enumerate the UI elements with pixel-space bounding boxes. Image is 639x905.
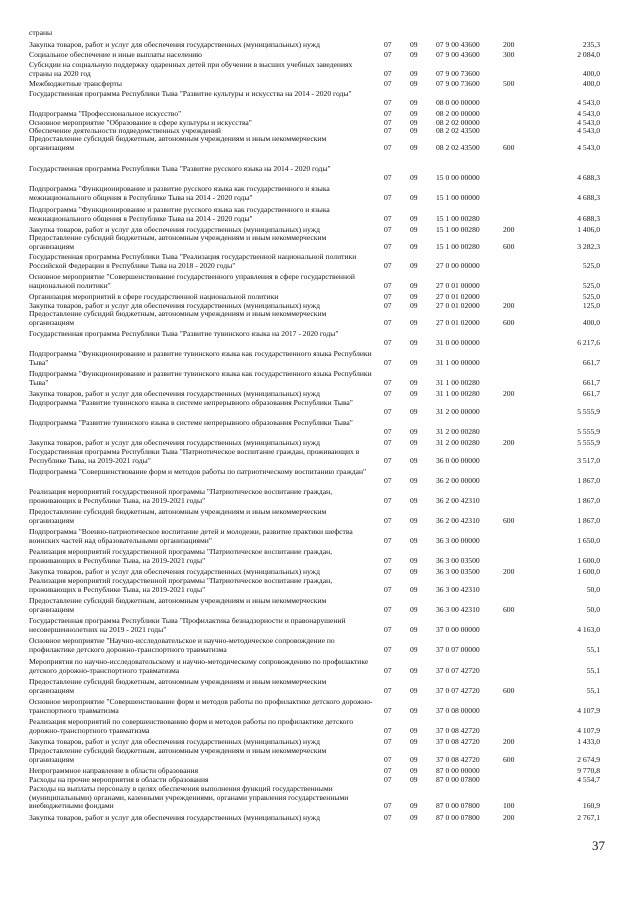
row-name: Подпрограмма "Профессиональное искусство"	[29, 109, 182, 118]
target-article: 37 0 08 42720	[436, 725, 480, 735]
table-row	[0, 468, 639, 485]
row-name: Подпрограмма "Функционирование и развитие русского языка как государственного и языка межнационального общения в Республике Тыва на 2014 - 2020 годы"	[29, 184, 330, 202]
section-code: 07	[384, 79, 392, 88]
target-article: 36 2 00 42310	[436, 495, 480, 505]
table-row	[0, 658, 639, 675]
target-article: 36 3 00 03500	[436, 567, 480, 576]
target-article: 08 2 02 00000	[436, 118, 480, 127]
expense-type: 600	[503, 515, 515, 525]
row-name: Предоставление субсидий бюджетным, автономным учреждениям и иным некоммерческим организациям	[29, 134, 327, 152]
table-row	[0, 419, 639, 436]
subsection-code: 09	[410, 406, 418, 416]
row-name: Непрограммное направление в области образования	[29, 766, 199, 775]
subsection-code: 09	[410, 79, 418, 88]
table-row	[0, 135, 639, 152]
amount: 55,1	[586, 644, 600, 654]
expense-type: 200	[503, 737, 515, 746]
expense-type: 200	[503, 813, 515, 822]
subsection-code: 09	[410, 495, 418, 505]
expense-type: 600	[503, 604, 515, 614]
subsection-code: 09	[410, 766, 418, 775]
target-article: 27 0 01 02000	[436, 292, 480, 301]
target-article: 15 1 00 00280	[436, 225, 480, 234]
target-article: 15 1 00 00000	[436, 192, 480, 202]
target-article: 08 2 02 43500	[436, 126, 480, 135]
target-article: 31 2 00 00280	[436, 426, 480, 436]
section-code: 07	[384, 775, 392, 784]
target-article: 37 0 07 42720	[436, 685, 480, 695]
target-article: 36 3 00 00000	[436, 535, 480, 545]
section-code: 07	[384, 475, 392, 485]
subsection-code: 09	[410, 555, 418, 565]
row-name: Основное мероприятие "Совершенствование государственного управления в сфере государственной национальной политики"	[29, 272, 355, 290]
table-row	[0, 370, 639, 387]
target-article: 37 0 08 42720	[436, 754, 480, 764]
section-code: 07	[384, 766, 392, 775]
subsection-code: 09	[410, 50, 418, 59]
amount: 661,7	[582, 389, 600, 398]
section-code: 07	[384, 172, 392, 182]
target-article: 87 0 00 07800	[436, 813, 480, 822]
target-article: 36 2 00 00000	[436, 475, 480, 485]
amount: 4 543,0	[577, 109, 600, 118]
subsection-code: 09	[410, 567, 418, 576]
row-name: Государственная программа Республики Тыва "Развитие культуры и искусства на 2014 - 2020 годы"	[29, 89, 352, 98]
subsection-code: 09	[410, 337, 418, 347]
subsection-code: 09	[410, 665, 418, 675]
amount: 525,0	[582, 292, 600, 301]
row-name: Основное мероприятие "Совершенствование форм и методов работы по профилактике детского дорожно-транспортного травматизма	[29, 697, 373, 715]
subsection-code: 09	[410, 624, 418, 634]
table-row	[0, 330, 639, 347]
section-code: 07	[384, 438, 392, 447]
subsection-code: 09	[410, 192, 418, 202]
row-name: Государственная программа Республики Тыва "Развитие тувинского языка на 2017 - 2020 годы"	[29, 329, 339, 338]
amount: 4 163,0	[577, 624, 600, 634]
target-article: 15 1 00 00280	[436, 213, 480, 223]
table-row	[0, 528, 639, 545]
amount: 5 555,9	[577, 438, 600, 447]
row-name: Организация мероприятий в сфере государственной национальной политики	[29, 292, 279, 301]
row-name: Закупка товаров, работ и услуг для обеспечения государственных (муниципальных) нужд	[29, 567, 320, 576]
table-row	[0, 747, 639, 764]
amount: 525,0	[582, 280, 600, 290]
row-name: Основное мероприятие "Образование в сфере культуры и искусства"	[29, 118, 252, 127]
table-row	[0, 90, 639, 107]
target-article: 87 0 00 00000	[436, 766, 480, 775]
subsection-code: 09	[410, 213, 418, 223]
row-name: Закупка товаров, работ и услуг для обеспечения государственных (муниципальных) нужд	[29, 225, 320, 234]
row-name: Расходы на выплаты персоналу в целях обеспечения выполнения функций государственными (муниципальными) органами, казенными учреждениями, органами управления государственными внебюджетными фондами	[29, 784, 349, 811]
expense-type: 200	[503, 567, 515, 576]
section-code: 07	[384, 515, 392, 525]
target-article: 36 3 00 42310	[436, 604, 480, 614]
target-article: 08 2 00 00000	[436, 109, 480, 118]
expense-type: 600	[503, 317, 515, 327]
target-article: 15 0 00 00000	[436, 172, 480, 182]
expense-type: 200	[503, 438, 515, 447]
table-row	[0, 253, 639, 270]
row-name: Субсидии на социальную поддержку одаренных детей при обучении в высших учебных заведениях страны на 2020 год	[29, 60, 353, 78]
row-name: Подпрограмма "Военно-патриотическое воспитание детей и молодежи, развитие практики шефства воинских частей над образовательными организациями"	[29, 527, 353, 545]
section-code: 07	[384, 97, 392, 107]
table-row	[0, 548, 639, 565]
table-row	[0, 350, 639, 367]
section-code: 07	[384, 555, 392, 565]
subsection-code: 09	[410, 357, 418, 367]
amount: 2 767,1	[577, 813, 600, 822]
row-name: Предоставление субсидий бюджетным, автономным учреждениям и иным некоммерческим организациям	[29, 507, 327, 525]
subsection-code: 09	[410, 737, 418, 746]
table-row	[0, 448, 639, 465]
section-code: 07	[384, 644, 392, 654]
row-name: Предоставление субсидий бюджетным, автономным учреждениям и иным некоммерческим организациям	[29, 233, 327, 251]
row-name: Реализация мероприятий по совершенствованию форм и методов работы по профилактике детского дорожно-транспортного травматизма	[29, 717, 354, 735]
row-name: Социальное обеспечение и иные выплаты населению	[29, 50, 202, 59]
section-code: 07	[384, 567, 392, 576]
subsection-code: 09	[410, 725, 418, 735]
section-code: 07	[384, 406, 392, 416]
target-article: 08 0 00 00000	[436, 97, 480, 107]
table-row	[0, 785, 639, 811]
section-code: 07	[384, 685, 392, 695]
section-code: 07	[384, 535, 392, 545]
target-article: 08 2 02 43500	[436, 142, 480, 152]
subsection-code: 09	[410, 301, 418, 310]
subsection-code: 09	[410, 535, 418, 545]
row-name: Закупка товаров, работ и услуг для обеспечения государственных (муниципальных) нужд	[29, 40, 320, 49]
target-article: 87 0 00 07800	[436, 801, 480, 811]
section-code: 07	[384, 725, 392, 735]
row-name: Предоставление субсидий бюджетным, автономным учреждениям и иным некоммерческим организациям	[29, 596, 327, 614]
subsection-code: 09	[410, 775, 418, 784]
amount: 1 600,0	[577, 555, 600, 565]
amount: 4 688,3	[577, 213, 600, 223]
amount: 55,1	[586, 665, 600, 675]
section-code: 07	[384, 68, 392, 78]
section-code: 07	[384, 213, 392, 223]
row-name: Обеспечение деятельности подведомственных учреждений	[29, 126, 221, 135]
amount: 9 770,8	[577, 766, 600, 775]
subsection-code: 09	[410, 225, 418, 234]
table-row	[0, 678, 639, 695]
subsection-code: 09	[410, 317, 418, 327]
section-code: 07	[384, 624, 392, 634]
target-article: 07 9 00 73600	[436, 79, 480, 88]
amount: 4 688,3	[577, 192, 600, 202]
row-name: страны	[29, 28, 53, 37]
subsection-code: 09	[410, 126, 418, 135]
target-article: 27 0 01 02000	[436, 301, 480, 310]
expense-type: 500	[503, 79, 515, 88]
amount: 50,0	[586, 584, 600, 594]
section-code: 07	[384, 754, 392, 764]
row-name: Закупка товаров, работ и услуг для обеспечения государственных (муниципальных) нужд	[29, 737, 320, 746]
amount: 1 867,0	[577, 475, 600, 485]
section-code: 07	[384, 389, 392, 398]
amount: 661,7	[582, 357, 600, 367]
target-article: 15 1 00 00280	[436, 241, 480, 251]
row-name: Подпрограмма "Развитие тувинского языка в системе непрерывного образования Республики Тыва"	[29, 398, 353, 407]
expense-type: 200	[503, 301, 515, 310]
row-name: Предоставление субсидий бюджетным, автономным учреждениям и иным некоммерческим организациям	[29, 309, 327, 327]
target-article: 31 0 00 00000	[436, 337, 480, 347]
section-code: 07	[384, 142, 392, 152]
target-article: 31 1 00 00280	[436, 389, 480, 398]
subsection-code: 09	[410, 280, 418, 290]
amount: 400,0	[582, 317, 600, 327]
section-code: 07	[384, 665, 392, 675]
table-row	[0, 41, 639, 50]
subsection-code: 09	[410, 68, 418, 78]
subsection-code: 09	[410, 109, 418, 118]
section-code: 07	[384, 40, 392, 49]
amount: 235,3	[582, 40, 600, 49]
table-row	[0, 508, 639, 525]
row-name: Реализация мероприятий государственной программы "Патриотическое воспитание граждан, проживающих в Республике Тыва, на 2019-2021 годы"	[29, 487, 333, 505]
section-code: 07	[384, 801, 392, 811]
table-row	[0, 698, 639, 715]
subsection-code: 09	[410, 118, 418, 127]
table-row	[0, 718, 639, 735]
row-name: Закупка товаров, работ и услуг для обеспечения государственных (муниципальных) нужд	[29, 438, 320, 447]
row-name: Закупка товаров, работ и услуг для обеспечения государственных (муниципальных) нужд	[29, 389, 320, 398]
row-name: Государственная программа Республики Тыва "Реализация государственной национальной политики Российской Федерации в Республике Тыва на 2018 - 2020 годы"	[29, 252, 357, 270]
section-code: 07	[384, 495, 392, 505]
subsection-code: 09	[410, 813, 418, 822]
amount: 160,9	[582, 801, 600, 811]
expense-type: 600	[503, 142, 515, 152]
row-name: Подпрограмма "Развитие тувинского языка в системе непрерывного образования Республики Тыва"	[29, 418, 353, 427]
target-article: 31 2 00 00000	[436, 406, 480, 416]
section-code: 07	[384, 584, 392, 594]
section-code: 07	[384, 377, 392, 387]
target-article: 07 9 00 43600	[436, 40, 480, 49]
section-code: 07	[384, 705, 392, 715]
target-article: 31 2 00 00280	[436, 438, 480, 447]
section-code: 07	[384, 813, 392, 822]
amount: 4 107,9	[577, 705, 600, 715]
target-article: 37 0 07 42720	[436, 665, 480, 675]
target-article: 37 0 08 00000	[436, 705, 480, 715]
amount: 4 543,0	[577, 142, 600, 152]
subsection-code: 09	[410, 241, 418, 251]
target-article: 27 0 01 02000	[436, 317, 480, 327]
section-code: 07	[384, 260, 392, 270]
row-name: Государственная программа Республики Тыва "Патриотическое воспитание граждан, проживающих в Республике Тыва, на 2019-2021 годы"	[29, 447, 360, 465]
row-name: Государственная программа Республики Тыва "Развитие русского языка на 2014 - 2020 годы"	[29, 164, 331, 173]
table-row	[0, 814, 639, 823]
section-code: 07	[384, 337, 392, 347]
amount: 1 867,0	[577, 515, 600, 525]
amount: 4 554,7	[577, 775, 600, 784]
table-row	[0, 29, 639, 38]
row-name: Закупка товаров, работ и услуг для обеспечения государственных (муниципальных) нужд	[29, 301, 320, 310]
amount: 4 543,0	[577, 126, 600, 135]
row-name: Реализация мероприятий государственной программы "Патриотическое воспитание граждан, проживающих в Республике Тыва, на 2019-2021 годы"	[29, 547, 333, 565]
amount: 3 282,3	[577, 241, 600, 251]
subsection-code: 09	[410, 172, 418, 182]
table-row	[0, 488, 639, 505]
section-code: 07	[384, 301, 392, 310]
table-row	[0, 617, 639, 634]
expense-type: 300	[503, 50, 515, 59]
section-code: 07	[384, 126, 392, 135]
subsection-code: 09	[410, 475, 418, 485]
target-article: 87 0 00 07800	[436, 775, 480, 784]
target-article: 37 0 00 00000	[436, 624, 480, 634]
row-name: Предоставление субсидий бюджетным, автономным учреждениям и иным некоммерческим организациям	[29, 677, 327, 695]
amount: 1 600,0	[577, 567, 600, 576]
subsection-code: 09	[410, 584, 418, 594]
target-article: 07 9 00 73600	[436, 68, 480, 78]
subsection-code: 09	[410, 97, 418, 107]
row-name: Государственная программа Республики Тыва "Профилактика безнадзорности и правонарушений несовершеннолетних на 2019 - 2021 годы"	[29, 616, 346, 634]
amount: 6 217,6	[577, 337, 600, 347]
amount: 525,0	[582, 260, 600, 270]
subsection-code: 09	[410, 604, 418, 614]
row-name: Межбюджетные трансферты	[29, 79, 122, 88]
target-article: 37 0 07 00000	[436, 644, 480, 654]
subsection-code: 09	[410, 685, 418, 695]
expense-type: 600	[503, 685, 515, 695]
section-code: 07	[384, 737, 392, 746]
section-code: 07	[384, 50, 392, 59]
row-name: Подпрограмма "Совершенствование форм и методов работы по патриотическому воспитанию граждан"	[29, 467, 367, 476]
subsection-code: 09	[410, 644, 418, 654]
section-code: 07	[384, 192, 392, 202]
table-row	[0, 577, 639, 594]
table-row	[0, 206, 639, 223]
target-article: 37 0 08 42720	[436, 737, 480, 746]
subsection-code: 09	[410, 40, 418, 49]
amount: 2 084,0	[577, 50, 600, 59]
amount: 400,0	[582, 68, 600, 78]
target-article: 27 0 01 00000	[436, 280, 480, 290]
row-name: Подпрограмма "Функционирование и развитие тувинского языка как государственного языка Республики Тыва"	[29, 349, 372, 367]
expense-type: 100	[503, 801, 515, 811]
table-row	[0, 310, 639, 327]
section-code: 07	[384, 109, 392, 118]
table-row	[0, 51, 639, 60]
amount: 2 674,9	[577, 754, 600, 764]
table-row	[0, 597, 639, 614]
subsection-code: 09	[410, 754, 418, 764]
amount: 4 107,9	[577, 725, 600, 735]
table-row	[0, 185, 639, 202]
amount: 4 543,0	[577, 97, 600, 107]
section-code: 07	[384, 292, 392, 301]
table-row	[0, 165, 639, 182]
expense-type: 600	[503, 754, 515, 764]
target-article: 31 1 00 00000	[436, 357, 480, 367]
section-code: 07	[384, 241, 392, 251]
amount: 5 555,9	[577, 406, 600, 416]
row-name: Мероприятия по научно-исследовательскому и научно-методическому сопровождению по профилактике детского дорожно-транспортного травматизма	[29, 657, 369, 675]
target-article: 31 1 00 00280	[436, 377, 480, 387]
amount: 1 867,0	[577, 495, 600, 505]
target-article: 07 9 00 43600	[436, 50, 480, 59]
table-row	[0, 234, 639, 251]
subsection-code: 09	[410, 142, 418, 152]
row-name: Расходы на прочие мероприятия в области образования	[29, 775, 209, 784]
subsection-code: 09	[410, 260, 418, 270]
section-code: 07	[384, 317, 392, 327]
subsection-code: 09	[410, 389, 418, 398]
row-name: Закупка товаров, работ и услуг для обеспечения государственных (муниципальных) нужд	[29, 813, 320, 822]
amount: 661,7	[582, 377, 600, 387]
table-row	[0, 637, 639, 654]
target-article: 27 0 00 00000	[436, 260, 480, 270]
target-article: 36 3 00 42310	[436, 584, 480, 594]
amount: 55,1	[586, 685, 600, 695]
amount: 5 555,9	[577, 426, 600, 436]
section-code: 07	[384, 225, 392, 234]
expense-type: 600	[503, 241, 515, 251]
table-row	[0, 80, 639, 89]
expense-type: 200	[503, 389, 515, 398]
row-name: Реализация мероприятий государственной программы "Патриотическое воспитание граждан, проживающих в Республике Тыва, на 2019-2021 годы"	[29, 576, 333, 594]
subsection-code: 09	[410, 801, 418, 811]
expense-type: 200	[503, 225, 515, 234]
target-article: 36 2 00 42310	[436, 515, 480, 525]
row-name: Подпрограмма "Функционирование и развитие русского языка как государственного и языка межнационального общения в Республике Тыва на 2014 - 2020 годы"	[29, 205, 330, 223]
subsection-code: 09	[410, 438, 418, 447]
amount: 400,0	[582, 79, 600, 88]
target-article: 36 3 00 03500	[436, 555, 480, 565]
amount: 3 517,0	[577, 455, 600, 465]
subsection-code: 09	[410, 455, 418, 465]
amount: 50,0	[586, 604, 600, 614]
table-row	[0, 273, 639, 290]
subsection-code: 09	[410, 705, 418, 715]
row-name: Основное мероприятие "Научно-исследовательское и научно-методическое сопровождение по профилактике детского дорожно-транспортного травматизма	[29, 636, 335, 654]
section-code: 07	[384, 455, 392, 465]
subsection-code: 09	[410, 426, 418, 436]
section-code: 07	[384, 280, 392, 290]
amount: 4 688,3	[577, 172, 600, 182]
page-number: 37	[592, 838, 605, 853]
table-row	[0, 61, 639, 78]
amount: 4 543,0	[577, 118, 600, 127]
subsection-code: 09	[410, 377, 418, 387]
subsection-code: 09	[410, 292, 418, 301]
section-code: 07	[384, 426, 392, 436]
target-article: 36 0 00 00000	[436, 455, 480, 465]
amount: 1 406,0	[577, 225, 600, 234]
expense-type: 200	[503, 40, 515, 49]
subsection-code: 09	[410, 515, 418, 525]
amount: 1 433,0	[577, 737, 600, 746]
table-row	[0, 399, 639, 416]
amount: 125,0	[582, 301, 600, 310]
row-name: Подпрограмма "Функционирование и развитие тувинского языка как государственного языка Республики Тыва"	[29, 369, 372, 387]
row-name: Предоставление субсидий бюджетным, автономным учреждениям и иным некоммерческим организациям	[29, 746, 327, 764]
amount: 1 650,0	[577, 535, 600, 545]
section-code: 07	[384, 604, 392, 614]
section-code: 07	[384, 357, 392, 367]
section-code: 07	[384, 118, 392, 127]
